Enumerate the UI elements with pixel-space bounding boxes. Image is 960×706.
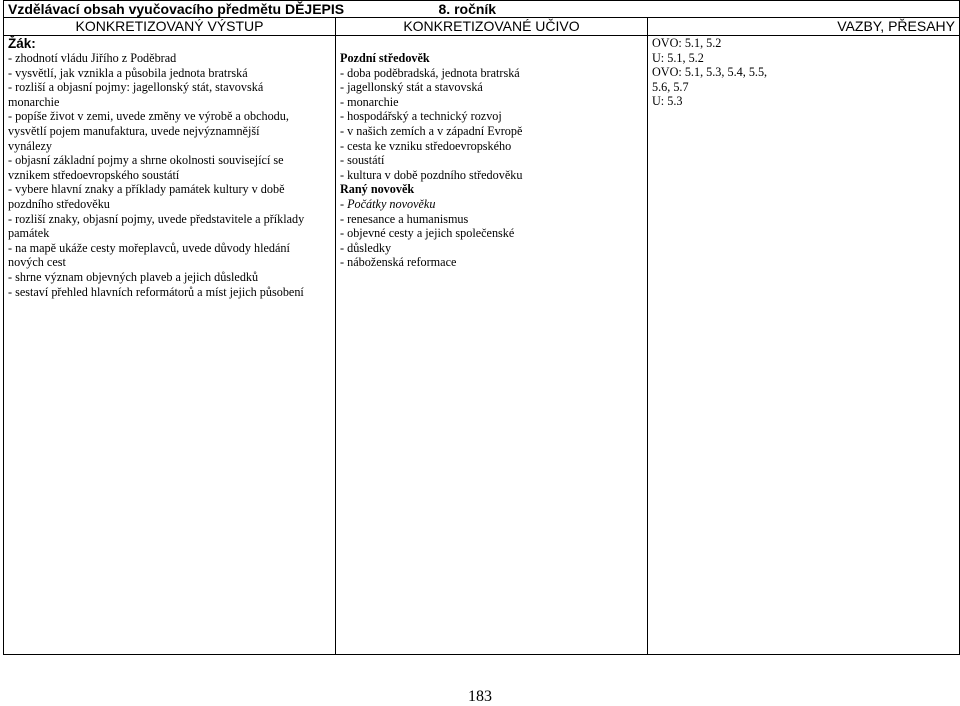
ucivo-line: - renesance a humanismus (340, 211, 469, 226)
column-header-ucivo: KONKRETIZOVANÉ UČIVO (336, 18, 648, 36)
vystup-cell (4, 36, 336, 655)
vystup-line: nových cest (8, 255, 66, 270)
ucivo-line: - důsledky (340, 240, 392, 255)
section-heading-pozdni-stredovek: Pozdní středověk (340, 51, 430, 65)
ucivo-line: - soustátí (340, 153, 385, 168)
vystup-line: vysvětlí pojem manufaktura, uvede nejvýznamnější (8, 123, 260, 138)
vystup-line: - rozliší a objasní pojmy: jagellonský stát, stavovská (8, 80, 264, 95)
vystup-line: - rozliší znaky, objasní pojmy, uvede představitele a příklady (8, 211, 305, 226)
vystup-line: vznikem středoevropského soustátí (8, 167, 180, 182)
vazby-line: U: 5.3 (652, 94, 683, 109)
title-row (4, 1, 960, 18)
grade-label: 8. ročník (438, 0, 497, 17)
vystup-line: - vysvětlí, jak vznikla a působila jednota bratrská (8, 65, 248, 80)
column-header-vazby: VAZBY, PŘESAHY (648, 18, 960, 36)
vazby-line: OVO: 5.1, 5.3, 5.4, 5.5, (652, 65, 768, 80)
subject-title: Vzdělávací obsah vyučovacího předmětu DĚJEPIS (8, 1, 345, 17)
vystup-line: - zhodnotí vládu Jiřího z Poděbrad (8, 51, 177, 65)
column-header-row (4, 18, 960, 36)
vazby-line: U: 5.1, 5.2 (652, 50, 704, 65)
vazby-line: 5.6, 5.7 (652, 79, 689, 94)
vystup-line: vynálezy (8, 138, 52, 153)
vazby-cell (648, 36, 960, 655)
ucivo-cell (336, 36, 648, 655)
column-header-vystup: KONKRETIZOVANÝ VÝSTUP (4, 18, 336, 36)
title-cell-end (648, 1, 960, 18)
vystup-line: - sestaví přehled hlavních reformátorů a míst jejich působení (8, 284, 304, 299)
vystup-line: - popíše život v zemi, uvede změny ve výrobě a obchodu, (8, 109, 289, 124)
vystup-line: pozdního středověku (8, 196, 110, 211)
vystup-line: - na mapě ukáže cesty mořeplavců, uvede důvody hledání (8, 240, 290, 255)
vystup-line: - shrne význam objevných plaveb a jejich důsledků (8, 269, 259, 284)
curriculum-table (3, 0, 960, 655)
ucivo-line: - doba poděbradská, jednota bratrská (340, 65, 520, 80)
ucivo-line: - náboženská reformace (340, 255, 457, 270)
ucivo-line: - v našich zemích a v západní Evropě (340, 123, 523, 138)
vystup-line: - objasní základní pojmy a shrne okolnosti související se (8, 153, 284, 168)
ucivo-line: - objevné cesty a jejich společenské (340, 226, 515, 241)
ucivo-line: - cesta ke vzniku středoevropského (340, 138, 512, 153)
vazby-line: OVO: 5.1, 5.2 (652, 36, 722, 50)
student-label: Žák: (8, 36, 36, 51)
vystup-line: - vybere hlavní znaky a příklady památek kultury v době (8, 182, 285, 197)
ucivo-line: - hospodářský a technický rozvoj (340, 109, 502, 124)
section-heading-rany-novovek: Raný novověk (340, 182, 415, 197)
ucivo-line: - jagellonský stát a stavovská (340, 80, 483, 95)
content-row (4, 36, 960, 655)
vystup-line: památek (8, 226, 50, 241)
vystup-line: monarchie (8, 94, 60, 109)
title-cell (4, 1, 648, 18)
ucivo-line: - kultura v době pozdního středověku (340, 167, 523, 182)
ucivo-line: - monarchie (340, 94, 399, 109)
page-number: 183 (468, 688, 492, 705)
ucivo-line-italic: - Počátky novověku (340, 196, 436, 211)
